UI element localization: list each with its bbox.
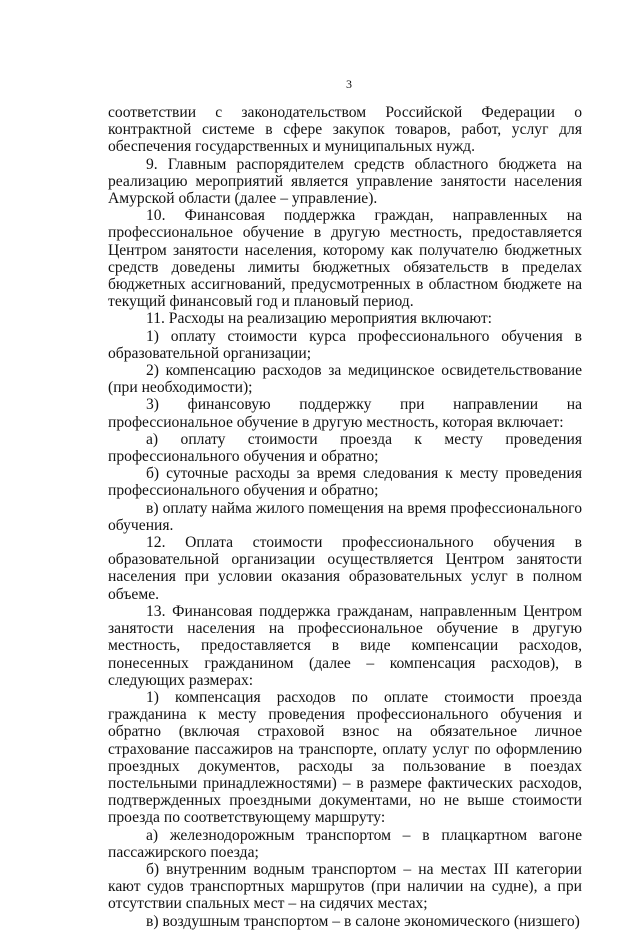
paragraph-13-item-1: 1) компенсация расходов по оплате стоимости проезда гражданина к месту проведения профессионального обучения и обратно (включая страховой взнос на обязательное личное страхование пассажиров на транспорте, оплату услуг по оформлению проездных документов, расходы за пользование в поездах постельными принадлежностями) – в размере фактических расходов, подтвержденных проездными документами, но не выше стоимости проезда по соответствующему маршруту:	[108, 688, 582, 827]
paragraph-12: 12. Оплата стоимости профессионального обучения в образовательной организации осуществляется Центром занятости населения при условии оказания образовательных услуг в полном объеме.	[108, 534, 582, 603]
paragraph-10: 10. Финансовая поддержка граждан, направленных на профессиональное обучение в другую местность, предоставляется Центром занятости населения, которому как получателю бюджетных средств доведены лимиты бюджетных обязательств в пределах бюджетных ассигнований, предусмотренных в областном бюджете на текущий финансовый год и плановый период.	[108, 207, 582, 311]
paragraph-11-item-3a: а) оплату стоимости проезда к месту проведения профессионального обучения и обратно;	[108, 430, 582, 466]
page-number: 3	[346, 77, 352, 91]
paragraph-11-item-3: 3) финансовую поддержку при направлении на профессиональное обучение в другую местность, которая включает:	[108, 396, 582, 431]
paragraph-13-item-1c: в) воздушным транспортом – в салоне экономического (низшего)	[146, 912, 580, 930]
document-body	[108, 104, 582, 930]
paragraph-11-item-3c: в) оплату найма жилого помещения на время профессионального обучения.	[108, 499, 582, 534]
paragraph-13-item-1a: а) железнодорожным транспортом – в плацкартном вагоне пассажирского поезда;	[108, 826, 582, 861]
paragraph-continuation: соответствии с законодательством Российской Федерации о контрактной системе в сфере закупок товаров, работ, услуг для обеспечения государственных и муниципальных нужд.	[108, 104, 582, 156]
paragraph-9: 9. Главным распорядителем средств областного бюджета на реализацию мероприятий является управление занятости населения Амурской области (далее – управление).	[108, 155, 582, 208]
paragraph-13-item-1b: б) внутренним водным транспортом – на местах III категории кают судов транспортных маршрутов (при наличии на судне), а при отсутствии спальных мест – на сидячих местах;	[108, 860, 582, 913]
paragraph-11: 11. Расходы на реализацию мероприятия включают:	[146, 310, 492, 328]
paragraph-11-item-1: 1) оплату стоимости курса профессионального обучения в образовательной организации;	[108, 327, 582, 362]
paragraph-11-item-2: 2) компенсацию расходов за медицинское освидетельствование (при необходимости);	[108, 362, 582, 397]
paragraph-11-item-3b: б) суточные расходы за время следования к месту проведения профессионального обучения и обратно;	[108, 465, 582, 500]
paragraph-13: 13. Финансовая поддержка гражданам, направленным Центром занятости населения на профессиональное обучение в другую местность, предоставляется в виде компенсации расходов, понесенных гражданином (далее – компенсация расходов), в следующих размерах:	[108, 602, 582, 689]
